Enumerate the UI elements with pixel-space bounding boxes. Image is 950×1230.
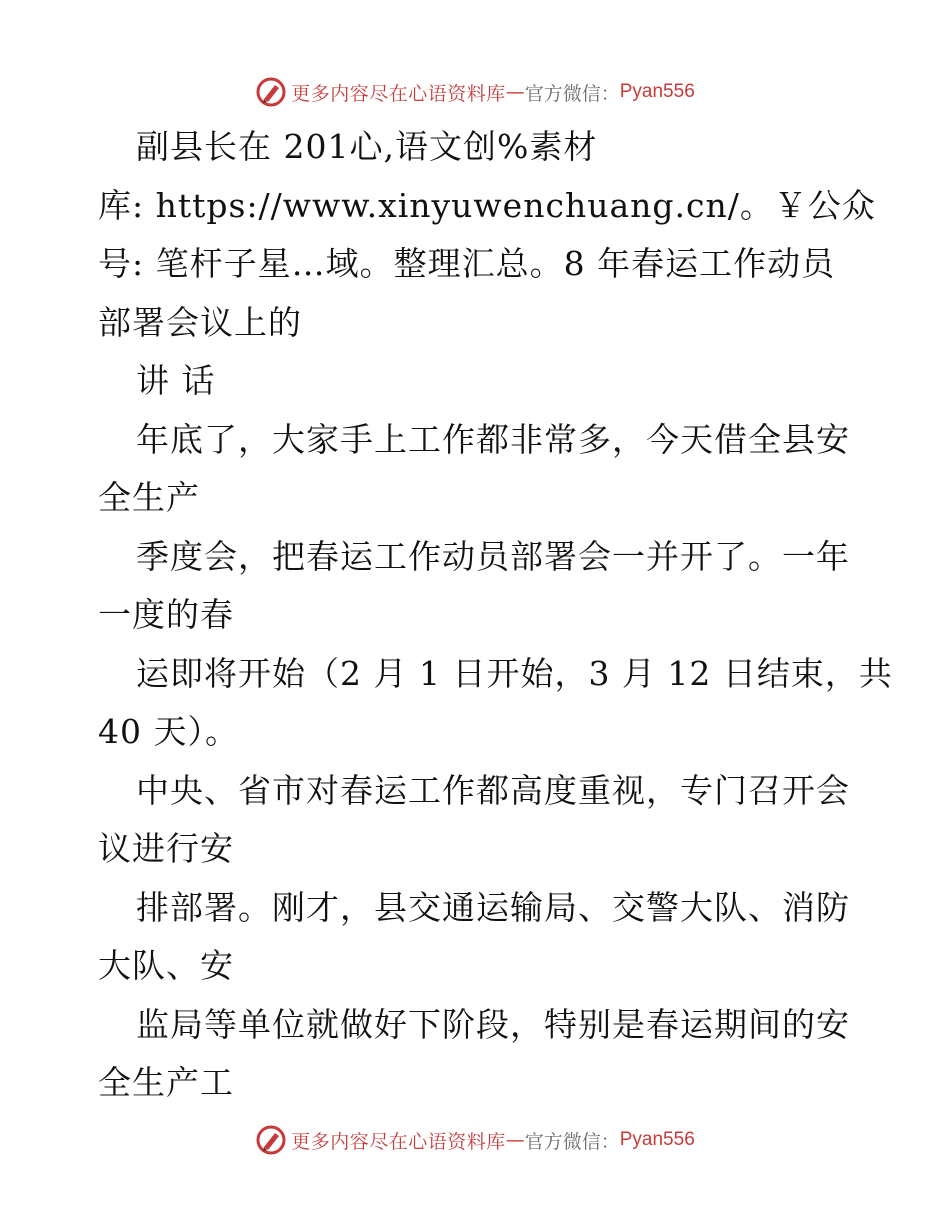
text-line: 号: 笔杆子星…域。整理汇总。8 年春运工作动员 <box>98 244 836 283</box>
footer-banner <box>0 1120 950 1160</box>
banner-dash: — <box>505 1129 525 1151</box>
text-line: 40 天）。 <box>98 712 239 751</box>
text-line: 季度会，把春运工作动员部署会一并开了。一年 <box>136 536 850 576</box>
banner-label: 官方微信： <box>524 1130 620 1153</box>
section-heading: 讲 话 <box>136 361 216 400</box>
pen-logo-icon <box>255 1124 287 1156</box>
pen-logo-icon <box>255 76 287 108</box>
document-body <box>98 118 893 1113</box>
text-line: 监局等单位就做好下阶段，特别是春运期间的安 <box>136 1004 850 1044</box>
banner-account: Pyan556 <box>619 81 695 102</box>
text-line: 大队、安 <box>98 946 234 985</box>
banner-prefix: 更多内容尽在心语资料库 <box>291 1130 506 1153</box>
text-line: 副县长在 201心,语文创%素材 <box>136 127 598 166</box>
text-line: 中央、省市对春运工作都高度重视，专门召开会 <box>136 770 850 810</box>
text-line: 部署会议上的 <box>98 302 302 342</box>
text-line: 全生产 <box>98 478 200 517</box>
text-line: 库: https://www.xinyuwenchuang.cn/。￥公众 <box>98 185 876 225</box>
banner-label: 官方微信： <box>524 82 620 105</box>
banner-prefix: 更多内容尽在心语资料库 <box>291 82 506 105</box>
text-line: 年底了，大家手上工作都非常多，今天借全县安 <box>136 419 850 459</box>
banner-dash: — <box>505 81 525 103</box>
text-line: 全生产工 <box>98 1063 234 1102</box>
text-line: 排部署。刚才，县交通运输局、交警大队、消防 <box>136 887 850 927</box>
text-line: 运即将开始（2 月 1 日开始，3 月 12 日结束，共 <box>136 653 893 693</box>
header-banner <box>0 72 950 112</box>
text-line: 一度的春 <box>98 595 234 634</box>
banner-account: Pyan556 <box>619 1129 695 1150</box>
text-line: 议进行安 <box>98 829 234 868</box>
